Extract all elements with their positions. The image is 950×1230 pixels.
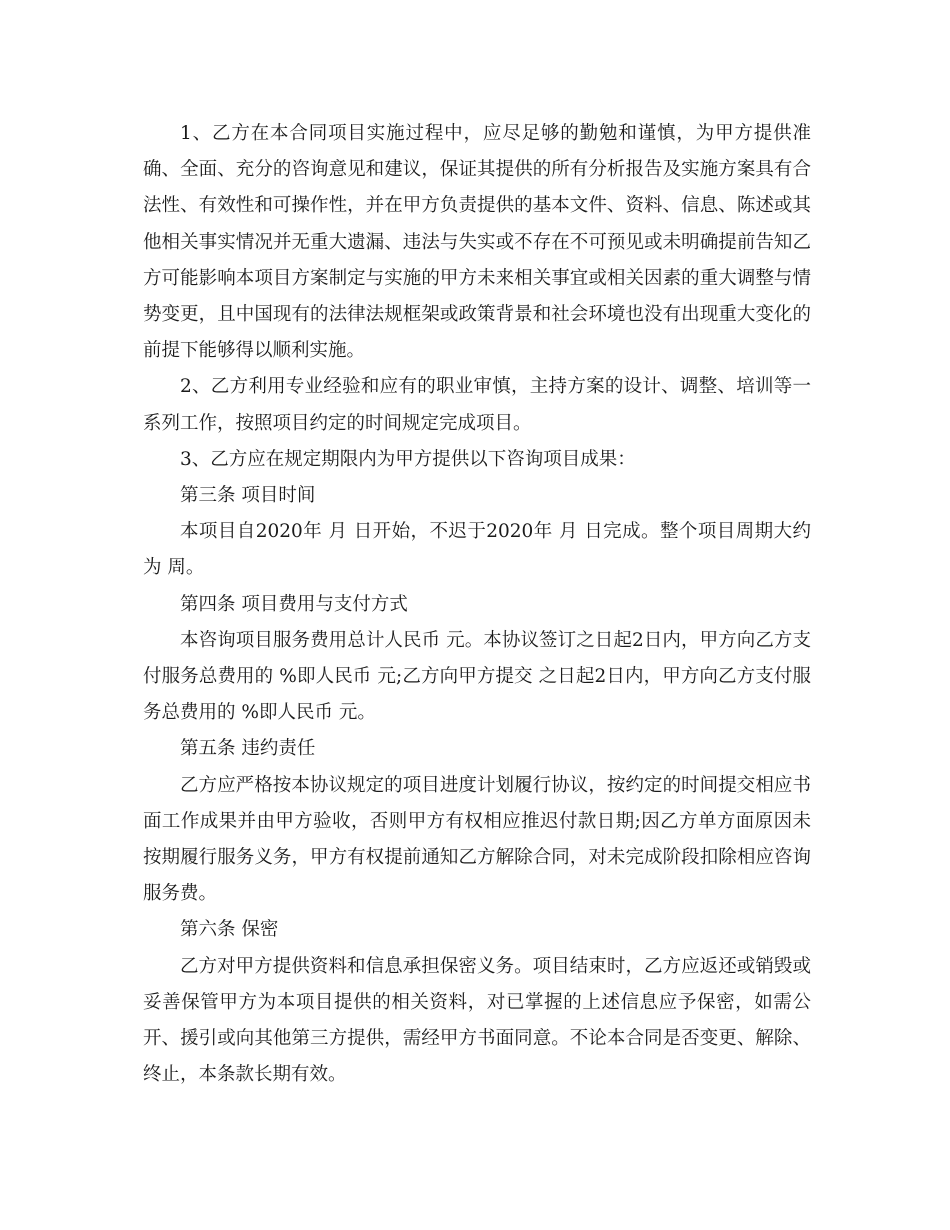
paragraph-liability: 乙方应严格按本协议规定的项目进度计划履行协议，按约定的时间提交相应书面工作成果并由甲方验收，否则甲方有权相应推迟付款日期;因乙方单方面原因未按期履行服务义务，甲方有权提前通知乙方解除合同，对未完成阶段扣除相应咨询服务费。 <box>143 774 811 905</box>
paragraph-confidentiality: 乙方对甲方提供资料和信息承担保密义务。项目结束时，乙方应返还或销毁或妥善保管甲方为本项目提供的相关资料，对已掌握的上述信息应予保密，如需公开、援引或向其他第三方提供，需经甲方书面同意。不论本合同是否变更、解除、终止，本条款长期有效。 <box>143 955 811 1086</box>
paragraph-project-time: 本项目自2020年 月 日开始，不迟于2020年 月 日完成。整个项目周期大约为 周。 <box>143 521 811 579</box>
clause-obligation-3: 3、乙方应在规定期限内为甲方提供以下咨询项目成果： <box>180 448 636 470</box>
document-body <box>143 116 811 1093</box>
section-heading-project-time: 第三条 项目时间 <box>180 485 316 507</box>
paragraph-fees-payment: 本咨询项目服务费用总计人民币 元。本协议签订之日起2日内，甲方向乙方支付服务总费用的 %即人民币 元;乙方向甲方提交 之日起2日内，甲方向乙方支付服务总费用的 %即人民币 元。 <box>143 629 811 724</box>
section-heading-fees-payment: 第四条 项目费用与支付方式 <box>180 593 408 615</box>
clause-obligation-1: 1、乙方在本合同项目实施过程中，应尽足够的勤勉和谨慎，为甲方提供准确、全面、充分的咨询意见和建议，保证其提供的所有分析报告及实施方案具有合法性、有效性和可操作性，并在甲方负责提供的基本文件、资料、信息、陈述或其他相关事实情况并无重大遗漏、违法与失实或不存在不可预见或未明确提前告知乙方可能影响本项目方案制定与实施的甲方未来相关事宜或相关因素的重大调整与情势变更，且中国现有的法律法规框架或政策背景和社会环境也没有出现重大变化的前提下能够得以顺利实施。 <box>143 123 811 362</box>
clause-obligation-2: 2、乙方利用专业经验和应有的职业审慎，主持方案的设计、调整、培训等一系列工作，按照项目约定的时间规定完成项目。 <box>143 376 811 434</box>
section-heading-confidentiality: 第六条 保密 <box>180 919 279 941</box>
section-heading-liability: 第五条 违约责任 <box>180 738 316 760</box>
